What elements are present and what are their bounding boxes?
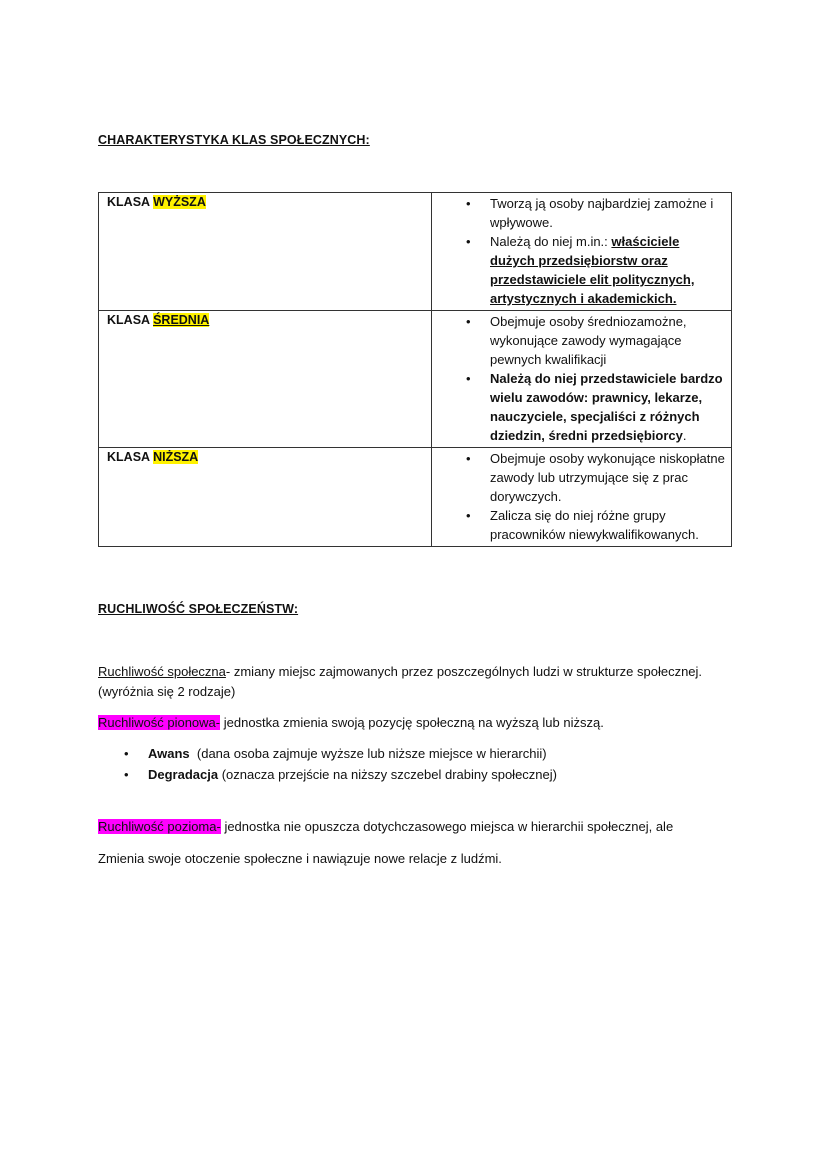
section-title-mobility: RUCHLIWOŚĆ SPOŁECZEŃSTW: [98, 602, 299, 616]
class-name-cell [99, 311, 432, 448]
list-item [432, 194, 725, 232]
bullet-text: Obejmuje osoby wykonujące niskopłatne zawody lub utrzymujące się z prac dorywczych. [490, 451, 725, 504]
horizontal-mobility-continuation: Zmienia swoje otoczenie społeczne i nawiązuje nowe relacje z ludźmi. [98, 851, 502, 866]
class-description-cell [432, 448, 732, 547]
class-name-prefix: KLASA [107, 450, 154, 464]
vertical-mobility-term: Ruchliwość pionowa- [98, 715, 221, 730]
list-item [432, 369, 725, 445]
table-row [99, 448, 732, 547]
bullet-text: Tworzą ją osoby najbardziej zamożne i wpływowe. [490, 196, 714, 230]
class-name-highlight: NIŻSZA [153, 450, 199, 464]
vertical-mobility-types [122, 743, 557, 785]
class-name-prefix: KLASA [107, 195, 154, 209]
bullet-text: Należą do niej m.in.: [490, 234, 612, 249]
definition-term: Ruchliwość społeczna [98, 664, 226, 679]
type-term: Awans [148, 746, 190, 761]
bullet-bold-text: Należą do niej przedstawiciele bardzo wielu zawodów: prawnicy, lekarze, nauczyciele, specjaliści z różnych dziedzin, średni przedsiębiorcy [490, 371, 723, 443]
list-item [432, 506, 725, 544]
bullet-bold-text: właściciele dużych przedsiębiorstw oraz przedstawiciele elit politycznych, artystycznych i akademickich. [490, 234, 695, 306]
vertical-mobility-text: jednostka zmienia swoją pozycję społeczną na wyższą lub niższą. [220, 715, 604, 730]
table-row [99, 193, 732, 311]
horizontal-mobility-term: Ruchliwość pozioma- [98, 819, 221, 834]
social-classes-table [98, 192, 732, 547]
list-item [122, 764, 557, 785]
list-item [122, 743, 557, 764]
definition-text: - zmiany miejsc zajmowanych przez poszczególnych ludzi w strukturze społecznej. (wyróżnia się 2 rodzaje) [98, 664, 703, 699]
vertical-mobility-paragraph [98, 713, 738, 733]
horizontal-mobility-text: jednostka nie opuszcza dotychczasowego miejsca w hierarchii społecznej, ale [220, 819, 674, 834]
class-name-highlight: WYŻSZA [153, 195, 206, 209]
section-title-classes: CHARAKTERYSTYKA KLAS SPOŁECZNYCH: [98, 133, 370, 147]
class-name-cell [99, 193, 432, 311]
type-text: (dana osoba zajmuje wyższe lub niższe miejsce w hierarchii) [189, 746, 547, 761]
class-description-cell [432, 193, 732, 311]
horizontal-mobility-paragraph [98, 817, 738, 837]
table-row [99, 311, 732, 448]
definition-paragraph [98, 662, 738, 702]
bullet-text: Obejmuje osoby średniozamożne, wykonujące zawody wymagające pewnych kwalifikacji [490, 314, 687, 367]
class-description-cell [432, 311, 732, 448]
type-text: (oznacza przejście na niższy szczebel drabiny społecznej) [218, 767, 557, 782]
bullet-text: Zalicza się do niej różne grupy pracowników niewykwalifikowanych. [490, 508, 699, 542]
class-name-highlight: ŚREDNIA [153, 313, 210, 327]
list-item [432, 449, 725, 506]
class-name-cell [99, 448, 432, 547]
list-item [432, 312, 725, 369]
class-name-prefix: KLASA [107, 313, 154, 327]
bullet-text: . [682, 428, 687, 443]
list-item [432, 232, 725, 308]
type-term: Degradacja [148, 767, 219, 782]
